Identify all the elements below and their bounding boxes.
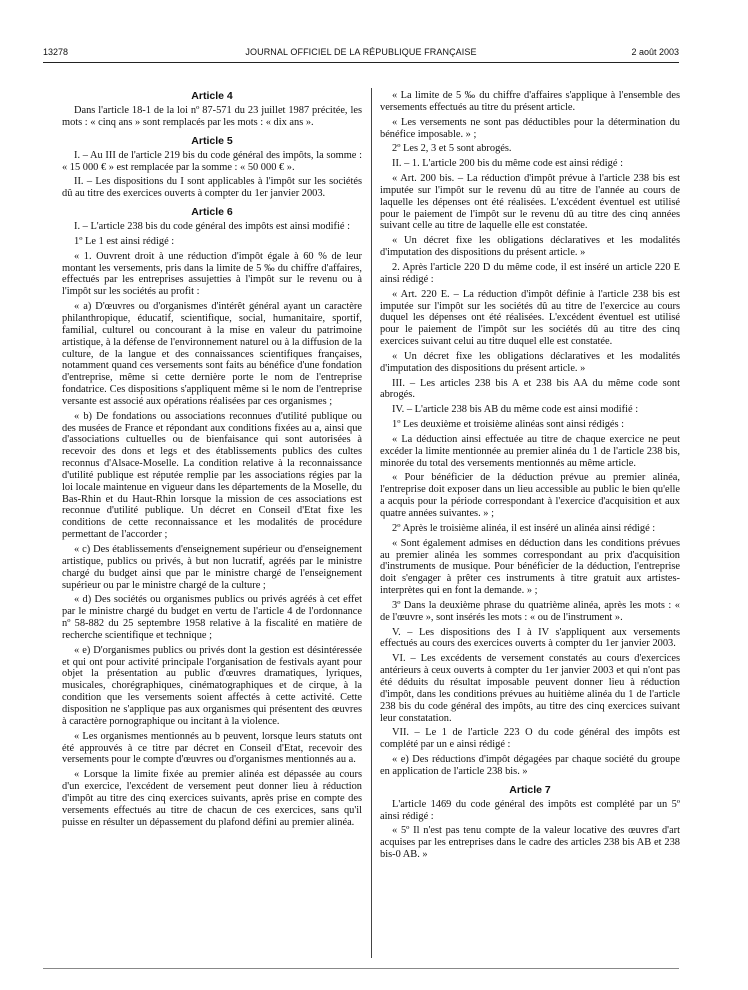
publication-date: 2 août 2003 xyxy=(631,47,679,57)
paragraph: « d) Des sociétés ou organismes publics ou privés agréés à cet effet par le ministre chargé du budget en vertu de l'article 4 de l'ordonnance nº 58-882 du 25 septembre 1958 relative à la fiscalité en matière de recherche scientifique et technique ; xyxy=(62,594,362,641)
paragraph: « Art. 220 E. – La réduction d'impôt définie à l'article 238 bis est imputée sur l'impôt sur les sociétés dû au titre de l'exercice au cours duquel les dépenses ont été réalisées. L'excédent éventuel est utilisé pour le paiement de l'impôt sur les sociétés dû au titre des cinq exercices suivant celui au titre duquel elle est constatée. xyxy=(380,288,680,348)
paragraph: Dans l'article 18-1 de la loi nº 87-571 du 23 juillet 1987 précitée, les mots : « cinq ans » sont remplacés par les mots : « dix ans ». xyxy=(62,105,362,128)
paragraph: « a) D'œuvres ou d'organismes d'intérêt général ayant un caractère philanthropique, éducatif, scientifique, social, humanitaire, sportif, familial, culturel ou concourant à la mise en valeur du patrimoine artistique, à la défense de l'environnement naturel ou à la diffusion de la culture, de la langue et des connaissances scientifiques françaises, notamment quand ces versements sont faits au bénéfice d'une fondation d'entreprise, même si cette dernière porte le nom de l'entreprise fondatrice. Ces dispositions s'appliquent même si le nom de l'entreprise versante est associé aux opérations réalisées par ces organismes ; xyxy=(62,301,362,407)
paragraph: 2. Après l'article 220 D du même code, il est inséré un article 220 E ainsi rédigé : xyxy=(380,261,680,285)
column-divider xyxy=(371,88,372,958)
footer-rule xyxy=(43,968,679,969)
paragraph: L'article 1469 du code général des impôts est complété par un 5º ainsi rédigé : xyxy=(380,798,680,822)
paragraph: « 1. Ouvrent droit à une réduction d'impôt égale à 60 % de leur montant les versements, pris dans la limite de 5 ‰ du chiffre d'affaires, effectués par les entreprises assujetties à l'impôt sur le revenu ou à l'impôt sur les sociétés au profit : xyxy=(62,250,362,298)
paragraph: « Pour bénéficier de la déduction prévue au premier alinéa, l'entreprise doit exposer dans un lieu accessible au public le bien qu'elle a acquis pour la période correspondant à l'exercice d'acquisition et aux quatre années suivantes. » ; xyxy=(380,472,680,519)
left-column xyxy=(62,90,362,831)
paragraph: VII. – Le 1 de l'article 223 O du code général des impôts est complété par un e ainsi rédigé : xyxy=(380,727,680,751)
paragraph: « Un décret fixe les obligations déclaratives et les modalités d'imputation des dispositions du présent article. » xyxy=(380,350,680,374)
article-heading: Article 7 xyxy=(509,783,551,796)
paragraph: 1º Les deuxième et troisième alinéas sont ainsi rédigés : xyxy=(392,419,625,431)
paragraph: « 5º Il n'est pas tenu compte de la valeur locative des œuvres d'art acquises par les entreprises dans le cadre des articles 238 bis AB et 238 bis-0 AB. » xyxy=(380,825,680,861)
paragraph: 3º Dans la deuxième phrase du quatrième alinéa, après les mots : « de l'œuvre », sont insérés les mots : « ou de l'instrument ». xyxy=(380,599,680,623)
paragraph: 2º Les 2, 3 et 5 sont abrogés. xyxy=(392,143,512,155)
paragraph: VI. – Les excédents de versement constatés au cours d'exercices antérieurs à ceux ouverts à compter du 1er janvier 2003 et qui n'ont pas été déduits du résultat imposable peuvent donner lieu à réduction d'impôt, dans les conditions prévues au huitième alinéa du 1 de l'article 238 bis du code général des impôts, au titre des cinq exercices suivant leur constatation. xyxy=(380,653,680,724)
paragraph: « Sont également admises en déduction dans les conditions prévues au premier alinéa les sommes correspondant au prix d'acquisition d'instruments de musique. Pour bénéficier de la déduction, l'entreprise doit s'engager à prêter ces instruments à titre gratuit aux artistes-interprètes qui en font la demande. » ; xyxy=(380,537,680,597)
paragraph: II. – 1. L'article 200 bis du même code est ainsi rédigé : xyxy=(392,158,623,170)
article-heading: Article 4 xyxy=(191,90,233,102)
paragraph: III. – Les articles 238 bis A et 238 bis AA du même code sont abrogés. xyxy=(380,377,680,401)
paragraph: « Les organismes mentionnés au b peuvent, lorsque leurs statuts ont été approuvés à ce titre par décret en Conseil d'Etat, recevoir des versements pour le compte d'œuvres ou d'organismes mentionnés au a. xyxy=(62,730,362,766)
journal-title: JOURNAL OFFICIEL DE LA RÉPUBLIQUE FRANÇAISE xyxy=(245,47,477,57)
paragraph: II. – Les dispositions du I sont applicables à l'impôt sur les sociétés dû au titre des exercices ouverts à compter du 1er janvier 2003. xyxy=(62,176,362,200)
paragraph: IV. – L'article 238 bis AB du même code est ainsi modifié : xyxy=(392,404,639,416)
paragraph: « Art. 200 bis. – La réduction d'impôt prévue à l'article 238 bis est imputée sur l'impôt sur le revenu dû au titre de l'année au cours de laquelle les dépenses ont été réalisées. L'excédent éventuel est utilisé pour le paiement de l'impôt sur le revenu dû au titre des cinq années suivant celle au titre de laquelle elle est constatée. xyxy=(380,173,680,232)
paragraph: « Un décret fixe les obligations déclaratives et les modalités d'imputation des dispositions du présent article. » xyxy=(380,235,680,259)
right-column xyxy=(380,90,680,864)
paragraph: « b) De fondations ou associations reconnues d'utilité publique ou des musées de France et répondant aux conditions fixées au a, ainsi que d'associations cultuelles ou de bienfaisance qui sont autorisées à recevoir des dons et legs et des établissements publics des cultes reconnus d'Alsace-Moselle. La condition relative à la reconnaissance d'utilité publique est réputée remplie par les associations régies par la loi locale maintenue en vigueur dans les départements de la Moselle, du Bas-Rhin et du Haut-Rhin lorsque la mission de ces associations est reconnue d'utilité publique. Un décret en Conseil d'Etat fixe les conditions de cette reconnaissance et les modalités de procédure permettant de l'accorder ; xyxy=(62,410,362,541)
page-number: 13278 xyxy=(43,47,69,57)
paragraph: 1º Le 1 est ainsi rédigé : xyxy=(74,235,175,247)
paragraph: V. – Les dispositions des I à IV s'appliquent aux versements effectués au cours des exercices ouverts à compter du 1er janvier 2003. xyxy=(380,626,680,650)
paragraph: « c) Des établissements d'enseignement supérieur ou d'enseignement artistique, publics ou privés, à but non lucratif, agréés par le ministre chargé du budget ainsi que par le ministre chargé de l'enseignement supérieur ou par le ministre chargé de la culture ; xyxy=(62,544,362,591)
paragraph: 2º Après le troisième alinéa, il est inséré un alinéa ainsi rédigé : xyxy=(392,522,656,534)
paragraph: I. – Au III de l'article 219 bis du code général des impôts, la somme : « 15 000 € » est remplacée par la somme : « 50 000 € ». xyxy=(62,149,362,173)
paragraph: « La déduction ainsi effectuée au titre de chaque exercice ne peut excéder la limite mentionnée au premier alinéa du 1 de l'article 238 bis, minorée du total des versements mentionnés au même article. xyxy=(380,433,680,469)
page-header xyxy=(43,47,679,61)
paragraph: « e) Des réductions d'impôt dégagées par chaque société du groupe en application de l'article 238 bis. » xyxy=(380,754,680,777)
paragraph: « e) D'organismes publics ou privés dont la gestion est désintéressée et qui ont pour activité principale l'organisation de festivals ayant pour objet la présentation au public d'œuvres dramatiques, lyriques, musicales, chorégraphiques, cinématographiques et de cirque, à la condition que les versements soient affectés à cette activité. Cette disposition ne s'applique pas aux organismes qui présentent des œuvres à caractère pornographique ou incitant à la violence. xyxy=(62,644,362,727)
paragraph: « Lorsque la limite fixée au premier alinéa est dépassée au cours d'un exercice, l'excédent de versement peut donner lieu à réduction d'impôt au titre des cinq exercices suivants, après prise en compte des versements effectués au titre de chacun de ces exercices, sans qu'il puisse en résulter un dépassement du plafond défini au premier alinéa. xyxy=(62,769,362,828)
paragraph: « Les versements ne sont pas déductibles pour la détermination du bénéfice imposable. » ; xyxy=(380,116,680,140)
article-heading: Article 6 xyxy=(191,206,233,219)
header-rule xyxy=(43,62,679,63)
article-heading: Article 5 xyxy=(191,134,233,147)
paragraph: I. – L'article 238 bis du code général des impôts est ainsi modifié : xyxy=(74,221,351,233)
paragraph: « La limite de 5 ‰ du chiffre d'affaires s'applique à l'ensemble des versements effectués au titre du présent article. xyxy=(380,90,680,113)
